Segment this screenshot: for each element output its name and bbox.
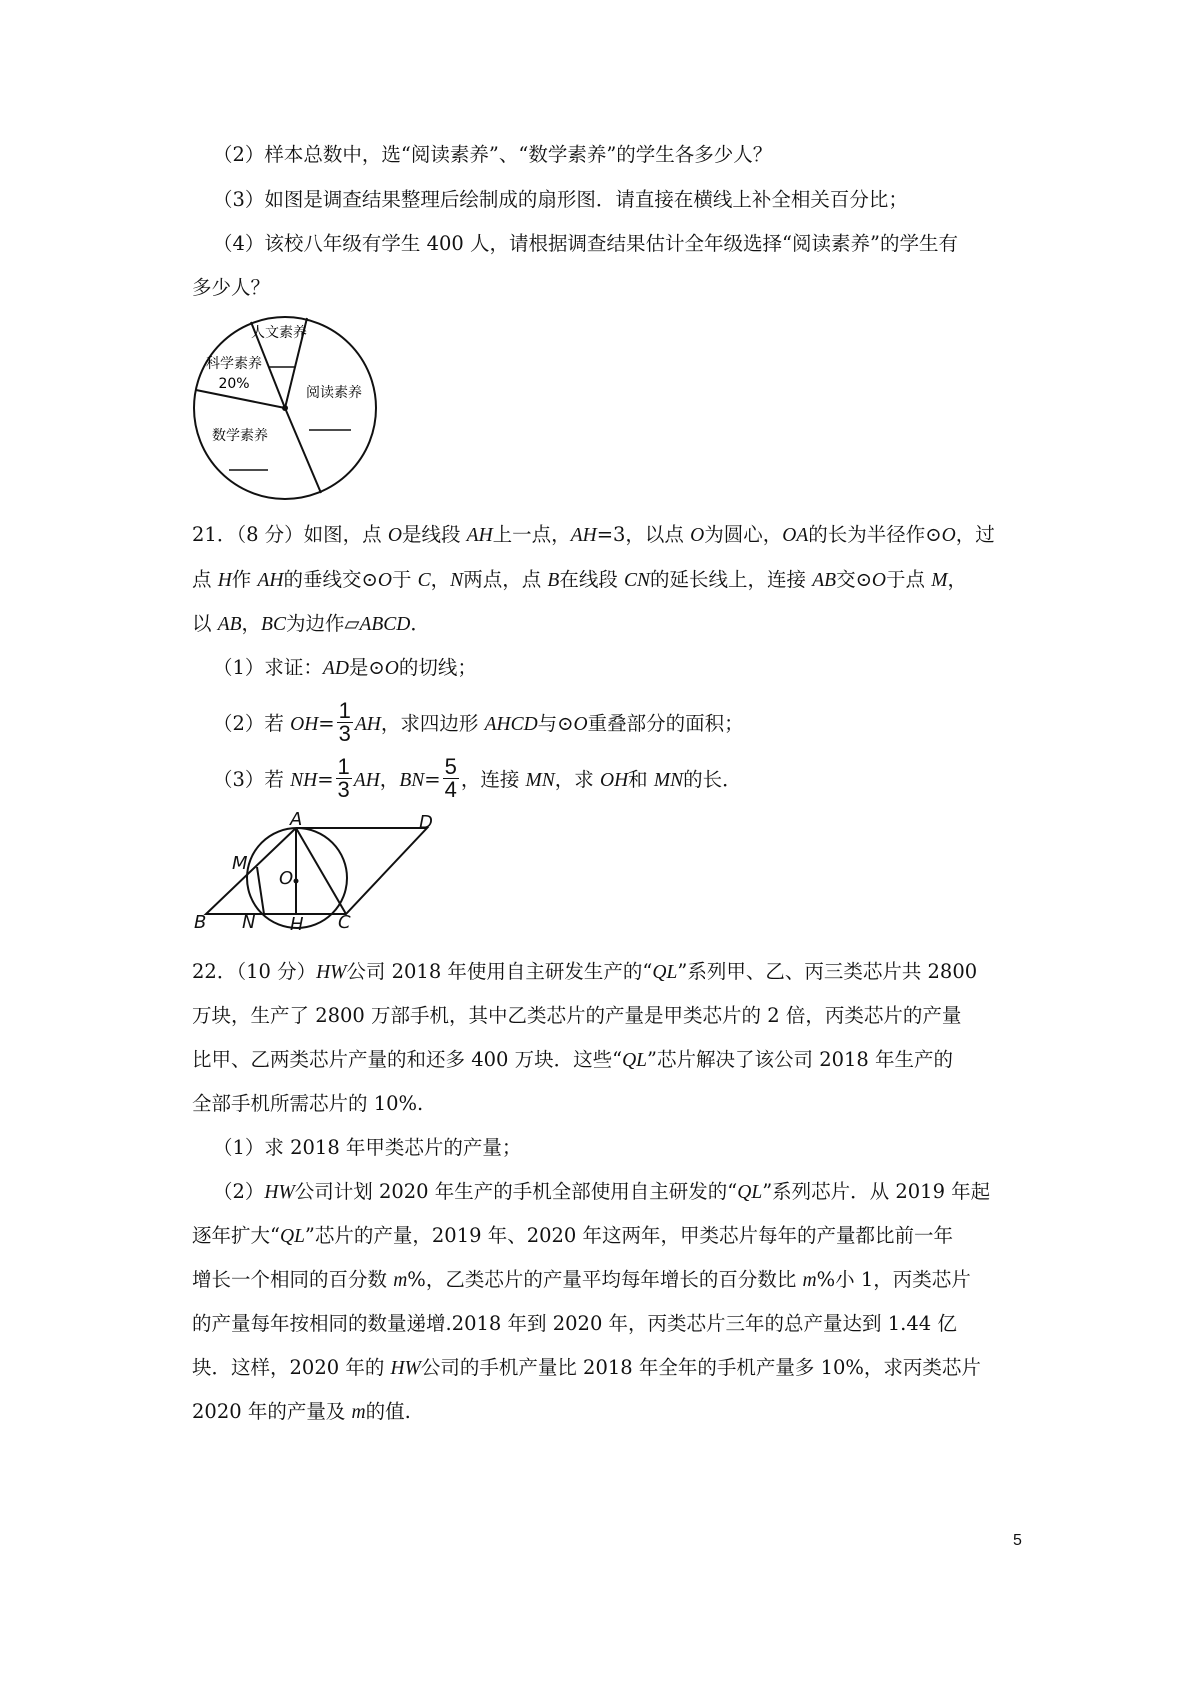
slice-label-humanities: 人文素养 <box>251 325 307 341</box>
q22-part2-line3: 增长一个相同的百分数 m%，乙类芯片的产量平均每年增长的百分数比 m%小 1，丙类芯片 <box>192 1268 971 1291</box>
q21-part1: （1）求证：AD是⊙O的切线； <box>213 656 477 679</box>
q20-part4-line1: （4）该校八年级有学生 400 人，请根据调查结果估计全年级选择“阅读素养”的学生有 <box>213 232 958 255</box>
segment-mn <box>257 867 264 914</box>
slice-label-math: 数学素养 <box>212 428 268 444</box>
fraction-one-third: $\frac{1}{3}$ <box>337 754 350 802</box>
q22-part2-line5: 块．这样，2020 年的 HW公司的手机产量比 2018 年全年的手机产量多 10%，求丙类芯片 <box>192 1356 981 1379</box>
q21-line3: 以 AB，BC为边作▱ABCD． <box>192 612 430 635</box>
fraction-one-third: $\frac{1}{3}$ <box>338 698 351 746</box>
q22-part1: （1）求 2018 年甲类芯片的产量； <box>213 1136 522 1159</box>
fraction-five-fourths: $\frac{5}{4}$ <box>444 754 457 802</box>
q22-line3: 比甲、乙两类芯片产量的和还多 400 万块．这些“QL”芯片解决了该公司 2018 年生产的 <box>192 1048 954 1071</box>
q22-part2-line4: 的产量每年按相同的数量递增.2018 年到 2020 年，丙类芯片三年的总产量达到 1.44 亿 <box>192 1312 957 1335</box>
slice-label-science: 科学素养 <box>206 356 262 372</box>
q22-part2-line2: 逐年扩大“QL”芯片的产量，2019 年、2020 年这两年，甲类芯片每年的产量都比前一年 <box>192 1224 954 1247</box>
q20-part2: （2）样本总数中，选“阅读素养”、“数学素养”的学生各多少人？ <box>213 143 773 166</box>
q21-line1: 21．（8 分）如图，点 O是线段 AH上一点，AH=3，以点 O为圆心，OA的长为半径作⊙O，过 <box>192 523 995 546</box>
label-o: O <box>279 868 294 889</box>
q21-line2: 点 H作 AH的垂线交⊙O于 C，N两点，点 B在线段 CN的延长线上，连接 AB交⊙O于点 M， <box>192 568 967 591</box>
label-a: A <box>290 812 303 830</box>
label-m: M <box>232 853 248 874</box>
label-n: N <box>242 912 256 932</box>
label-d: D <box>419 812 433 833</box>
segment-ac <box>296 828 346 914</box>
q22-part2-line1: （2）HW公司计划 2020 年生产的手机全部使用自主研发的“QL”系列芯片．从 2019 年起 <box>213 1180 991 1203</box>
q22-part2-line6: 2020 年的产量及 m的值. <box>192 1400 411 1423</box>
q21-part2: （2）若 OH= $\frac{1}{3}$ AH，求四边形 AHCD与⊙O重叠部分的面积； <box>213 698 744 746</box>
geometry-figure <box>190 812 450 932</box>
q22-line4: 全部手机所需芯片的 10%. <box>192 1092 424 1115</box>
label-h: H <box>290 914 304 932</box>
pie-chart <box>185 310 385 510</box>
pie-divider-math <box>285 408 321 493</box>
slice-value-science: 20% <box>218 376 250 392</box>
page-number: 5 <box>1013 1532 1022 1549</box>
pie-center-dot <box>282 405 288 411</box>
label-c: C <box>338 912 351 932</box>
q20-part3: （3）如图是调查结果整理后绘制成的扇形图．请直接在横线上补全相关百分比； <box>213 188 908 211</box>
slice-label-reading: 阅读素养 <box>306 385 362 401</box>
q21-part3: （3）若 NH= $\frac{1}{3}$ AH，BN= $\frac{5}{4}$ ，连接 MN，求 OH和 MN的长． <box>213 754 742 802</box>
q22-line2: 万块，生产了 2800 万部手机，其中乙类芯片的产量是甲类芯片的 2 倍，丙类芯片的产量 <box>192 1004 962 1027</box>
center-dot-o <box>294 879 299 884</box>
pie-divider-science <box>196 390 285 408</box>
q22-line1: 22．（10 分）HW公司 2018 年使用自主研发生产的“QL”系列甲、乙、丙三类芯片共 2800 <box>192 960 978 983</box>
q20-part4-line2: 多少人？ <box>192 276 271 299</box>
label-b: B <box>194 912 207 932</box>
